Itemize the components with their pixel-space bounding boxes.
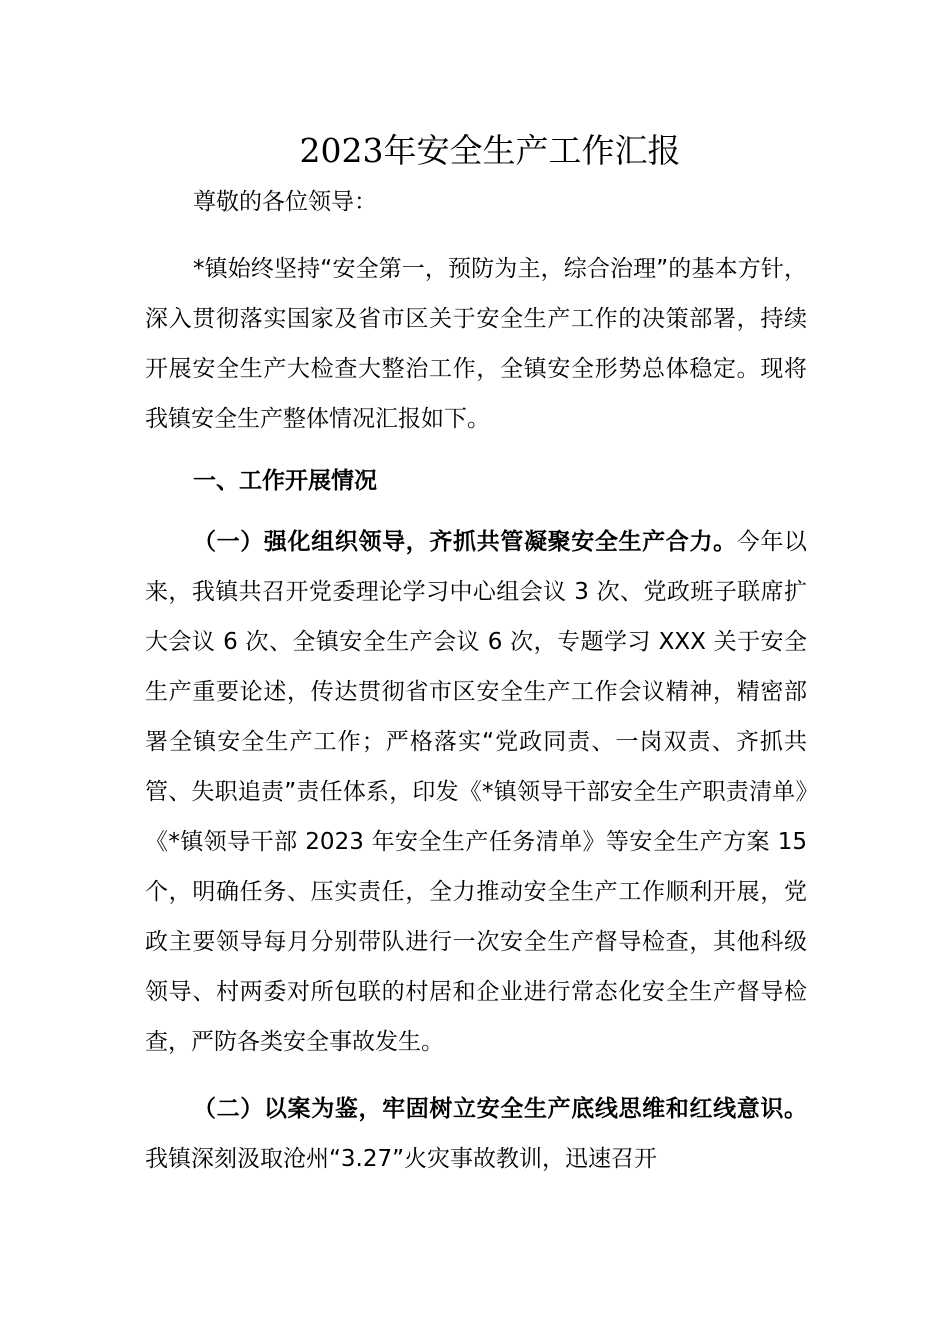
document-body: [145, 128, 807, 1184]
subsection-1-body: 今年以来，我镇共召开党委理论学习中心组会议 3 次、党政班子联席扩大会议 6 次、全镇安全生产会议 6 次，专题学习 XXX 关于安全生产重要论述，传达贯彻省市区安全生产工作会议精神，精密部署全镇安全生产工作；严格落实“党政同责、一岗双责、齐抓共管、失职追责”责任体系，印发《*镇领导干部安全生产职责清单》《*镇领导干部 2023 年安全生产任务清单》等安全生产方案 15 个，明确任务、压实责任，全力推动安全生产工作顺利开展，党政主要领导每月分别带队进行一次安全生产督导检查，其他科级领导、村两委对所包联的村居和企业进行常态化安全生产督导检查，严防各类安全事故发生。: [145, 529, 808, 1055]
subsection-2-body: 我镇深刻汲取沧州“3.27”火灾事故教训，迅速召开: [145, 1146, 658, 1172]
salutation: 尊敬的各位领导：: [193, 189, 377, 215]
subsection-1-paragraph: [145, 517, 807, 1067]
subsection-2-paragraph: [145, 1084, 807, 1184]
document-title: 2023年安全生产工作汇报: [299, 131, 681, 170]
section-heading-1: 一、工作开展情况: [193, 468, 377, 494]
subsection-1-heading: （一）强化组织领导，齐抓共管凝聚安全生产合力。: [193, 529, 737, 555]
intro-paragraph: *镇始终坚持“安全第一，预防为主，综合治理”的基本方针，深入贯彻落实国家及省市区关于安全生产工作的决策部署，持续开展安全生产大检查大整治工作，全镇安全形势总体稳定。现将我镇安全生产整体情况汇报如下。: [145, 256, 807, 432]
subsection-2-heading: （二）以案为鉴，牢固树立安全生产底线思维和红线意识。: [193, 1096, 807, 1122]
